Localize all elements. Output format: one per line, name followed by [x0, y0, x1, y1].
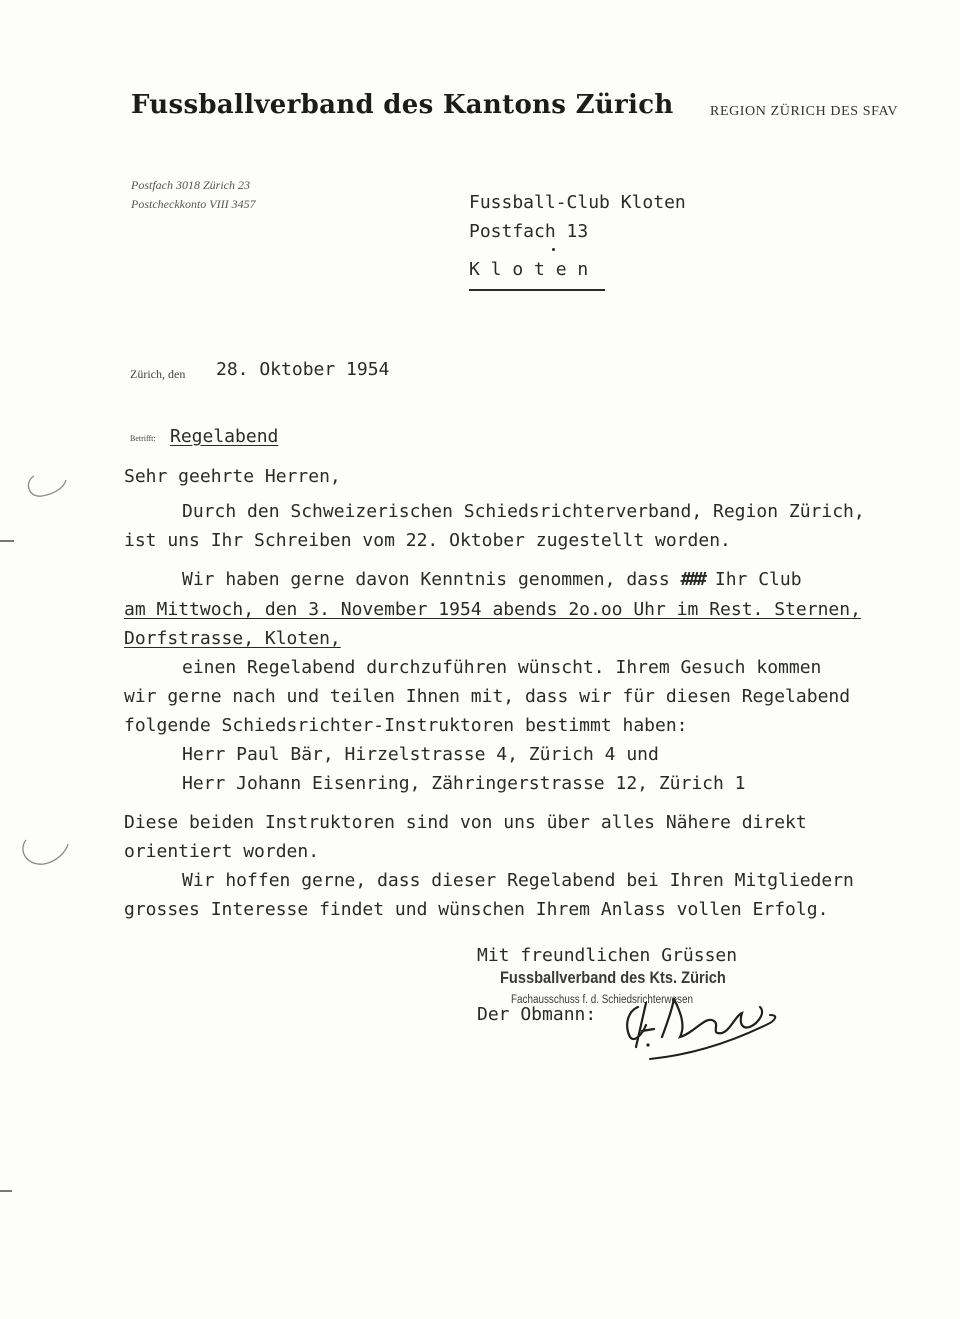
recipient-name: Fussball-Club Kloten [469, 192, 686, 213]
subject-label: Betrifft: [130, 434, 156, 443]
event-location-line: Dorfstrasse, Kloten, [124, 628, 341, 649]
paragraph-line: Durch den Schweizerischen Schiedsrichterverband, Region Zürich, [182, 501, 865, 522]
punch-hole-mark [20, 468, 80, 508]
letterhead-postfach: Postfach 3018 Zürich 23 [131, 178, 250, 192]
paragraph-line: Wir hoffen gerne, dass dieser Regelabend bei Ihren Mitgliedern [182, 870, 854, 891]
struck-text: ### [680, 569, 705, 590]
paragraph-line: wir gerne nach und teilen Ihnen mit, dass wir für diesen Regelabend [124, 686, 851, 707]
instructor-line: Herr Paul Bär, Hirzelstrasse 4, Zürich 4 und [182, 744, 659, 765]
margin-mark [0, 1190, 12, 1192]
closing-greeting: Mit freundlichen Grüssen [477, 945, 738, 966]
recipient-city: K l o t e n [469, 259, 589, 280]
signer-role: Der Obmann: [477, 1004, 597, 1025]
event-details-line: am Mittwoch, den 3. November 1954 abends 2o.oo Uhr im Rest. Sternen, [124, 599, 861, 620]
paragraph-text: Wir haben gerne davon Kenntnis genommen, dass [182, 569, 670, 590]
subject-value: Regelabend [170, 426, 279, 447]
paragraph-line: einen Regelabend durchzuführen wünscht. Ihrem Gesuch kommen [182, 657, 822, 678]
paragraph-text: Ihr Club [714, 569, 802, 590]
margin-mark [0, 540, 14, 542]
date-value: 28. Oktober 1954 [216, 359, 390, 380]
date-prefix: Zürich, den [130, 367, 186, 381]
recipient-postfach: Postfach 13 [469, 221, 589, 242]
paragraph-line: ist uns Ihr Schreiben vom 22. Oktober zugestellt worden. [124, 530, 731, 551]
letterhead-org-name: Fussballverband des Kantons Zürich [131, 90, 674, 120]
punch-hole-mark [16, 830, 76, 874]
handwritten-signature [610, 985, 790, 1065]
paragraph-line: Diese beiden Instruktoren sind von uns über alles Nähere direkt [124, 812, 807, 833]
paragraph-line: folgende Schiedsrichter-Instruktoren bestimmt haben: [124, 715, 688, 736]
paragraph-line: orientiert worden. [124, 841, 320, 862]
letterhead-region: REGION ZÜRICH DES SFAV [710, 104, 899, 119]
paragraph-line [182, 569, 802, 590]
salutation: Sehr geehrte Herren, [124, 466, 341, 487]
ink-dot [552, 248, 555, 251]
instructor-line: Herr Johann Eisenring, Zähringerstrasse 12, Zürich 1 [182, 773, 746, 794]
paragraph-line: grosses Interesse findet und wünschen Ihrem Anlass vollen Erfolg. [124, 899, 829, 920]
stamp-subline: Fachausschuss f. d. Schiedsrichterwesen [511, 994, 693, 1006]
letterhead-postcheck: Postcheckkonto VIII 3457 [131, 197, 256, 211]
recipient-underline [469, 289, 605, 291]
stamp-org-name: Fussballverband des Kts. Zürich [500, 968, 726, 987]
